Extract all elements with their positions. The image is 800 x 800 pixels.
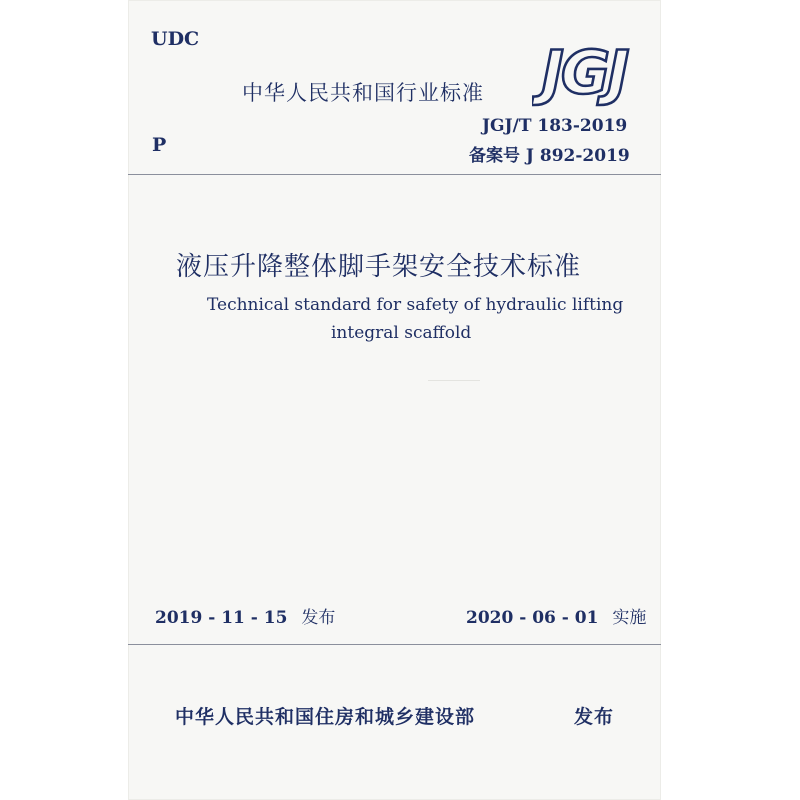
- title-english-line1: Technical standard for safety of hydraulic lifting: [207, 295, 624, 315]
- record-number: [469, 141, 630, 166]
- logo-text: JGJ: [541, 38, 627, 107]
- top-divider: [128, 174, 661, 175]
- standard-code: JGJ/T 183-2019: [482, 116, 628, 136]
- issue-date-line: [155, 603, 335, 628]
- udc-label: UDC: [151, 28, 200, 50]
- industry-standard-heading: 中华人民共和国行业标准: [242, 81, 484, 105]
- effective-date-line: [466, 603, 646, 628]
- classification-label: P: [152, 134, 167, 156]
- jgj-logo-icon: [532, 35, 637, 107]
- record-value: J 892-2019: [525, 146, 630, 166]
- issue-verb: 发布: [301, 608, 336, 628]
- publish-verb: 发布: [574, 706, 615, 728]
- bottom-divider: [128, 644, 661, 645]
- record-prefix: 备案号: [469, 146, 520, 166]
- effective-verb: 实施: [612, 608, 647, 628]
- issue-date: 2019 - 11 - 15: [155, 608, 288, 628]
- title-english-line2: integral scaffold: [331, 323, 472, 343]
- publisher-name: 中华人民共和国住房和城乡建设部: [175, 706, 476, 728]
- title-chinese: 液压升降整体脚手架安全技术标准: [176, 252, 582, 282]
- faint-mark: [428, 380, 480, 381]
- effective-date: 2020 - 06 - 01: [466, 608, 599, 628]
